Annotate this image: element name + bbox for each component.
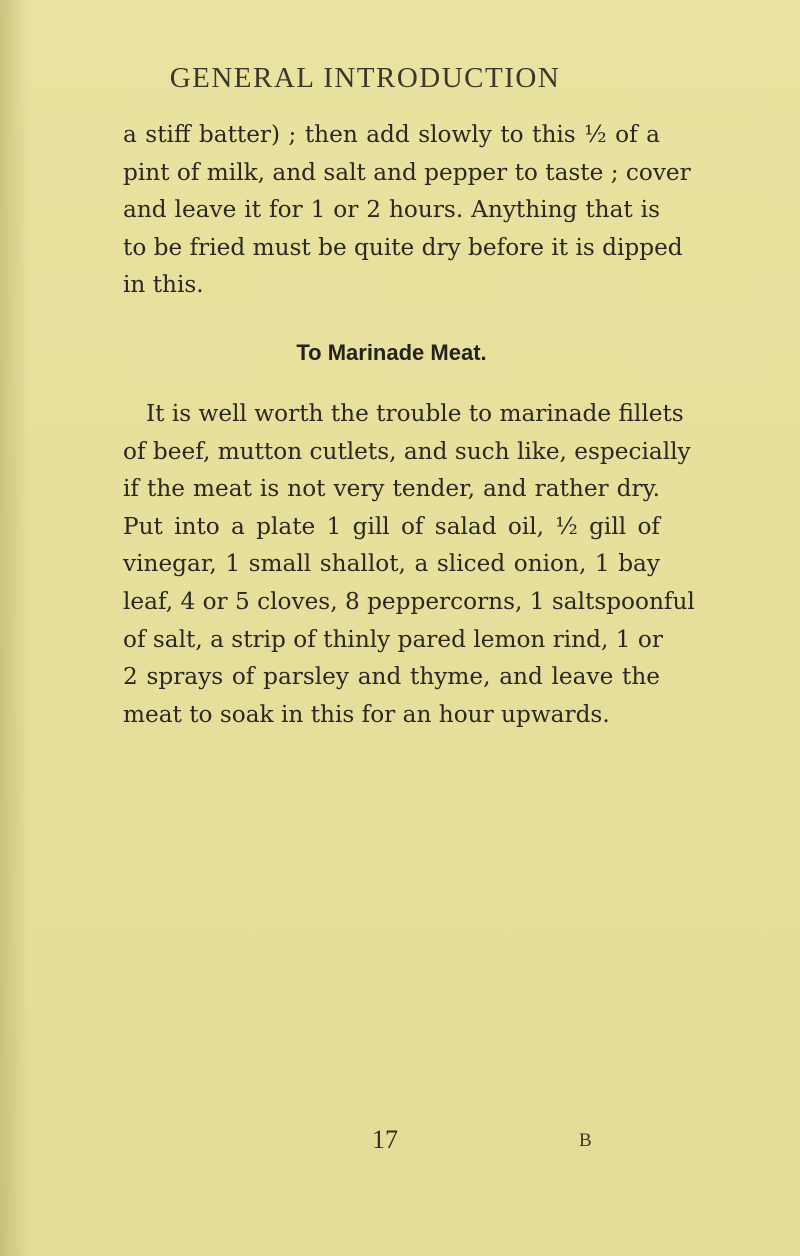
section-heading: To Marinade Meat. — [296, 340, 487, 365]
text-line: and leave it for 1 or 2 hours. Anything that is — [123, 196, 660, 224]
paragraph-batter — [123, 116, 691, 304]
text-line: 2 sprays of parsley and thyme, and leave the — [123, 663, 660, 691]
signature-mark: B — [579, 1130, 592, 1151]
text-line: of salt, a strip of thinly pared lemon rind, 1 or — [123, 625, 663, 653]
text-line: a stiff batter) ; then add slowly to this ½ of a — [123, 121, 660, 148]
text-line: vinegar, 1 small shallot, a sliced onion, 1 bay — [123, 550, 660, 578]
text-line: in this. — [123, 271, 204, 299]
text-line: to be fried must be quite dry before it is dipped — [123, 233, 683, 261]
text-line: leaf, 4 or 5 cloves, 8 peppercorns, 1 saltspoonful — [123, 587, 695, 615]
paragraph-marinade — [123, 395, 695, 733]
running-title: GENERAL INTRODUCTION — [169, 62, 561, 94]
text-line: meat to soak in this for an hour upwards. — [123, 700, 610, 728]
page-number: 17 — [372, 1125, 398, 1154]
text-line: of beef, mutton cutlets, and such like, especially — [123, 437, 691, 465]
text-line: if the meat is not very tender, and rather dry. — [123, 475, 660, 503]
text-line: pint of milk, and salt and pepper to taste ; cover — [123, 158, 691, 186]
text-line: Put into a plate 1 gill of salad oil, ½ gill of — [123, 512, 660, 540]
text-line: It is well worth the trouble to marinade fillets — [146, 400, 684, 427]
